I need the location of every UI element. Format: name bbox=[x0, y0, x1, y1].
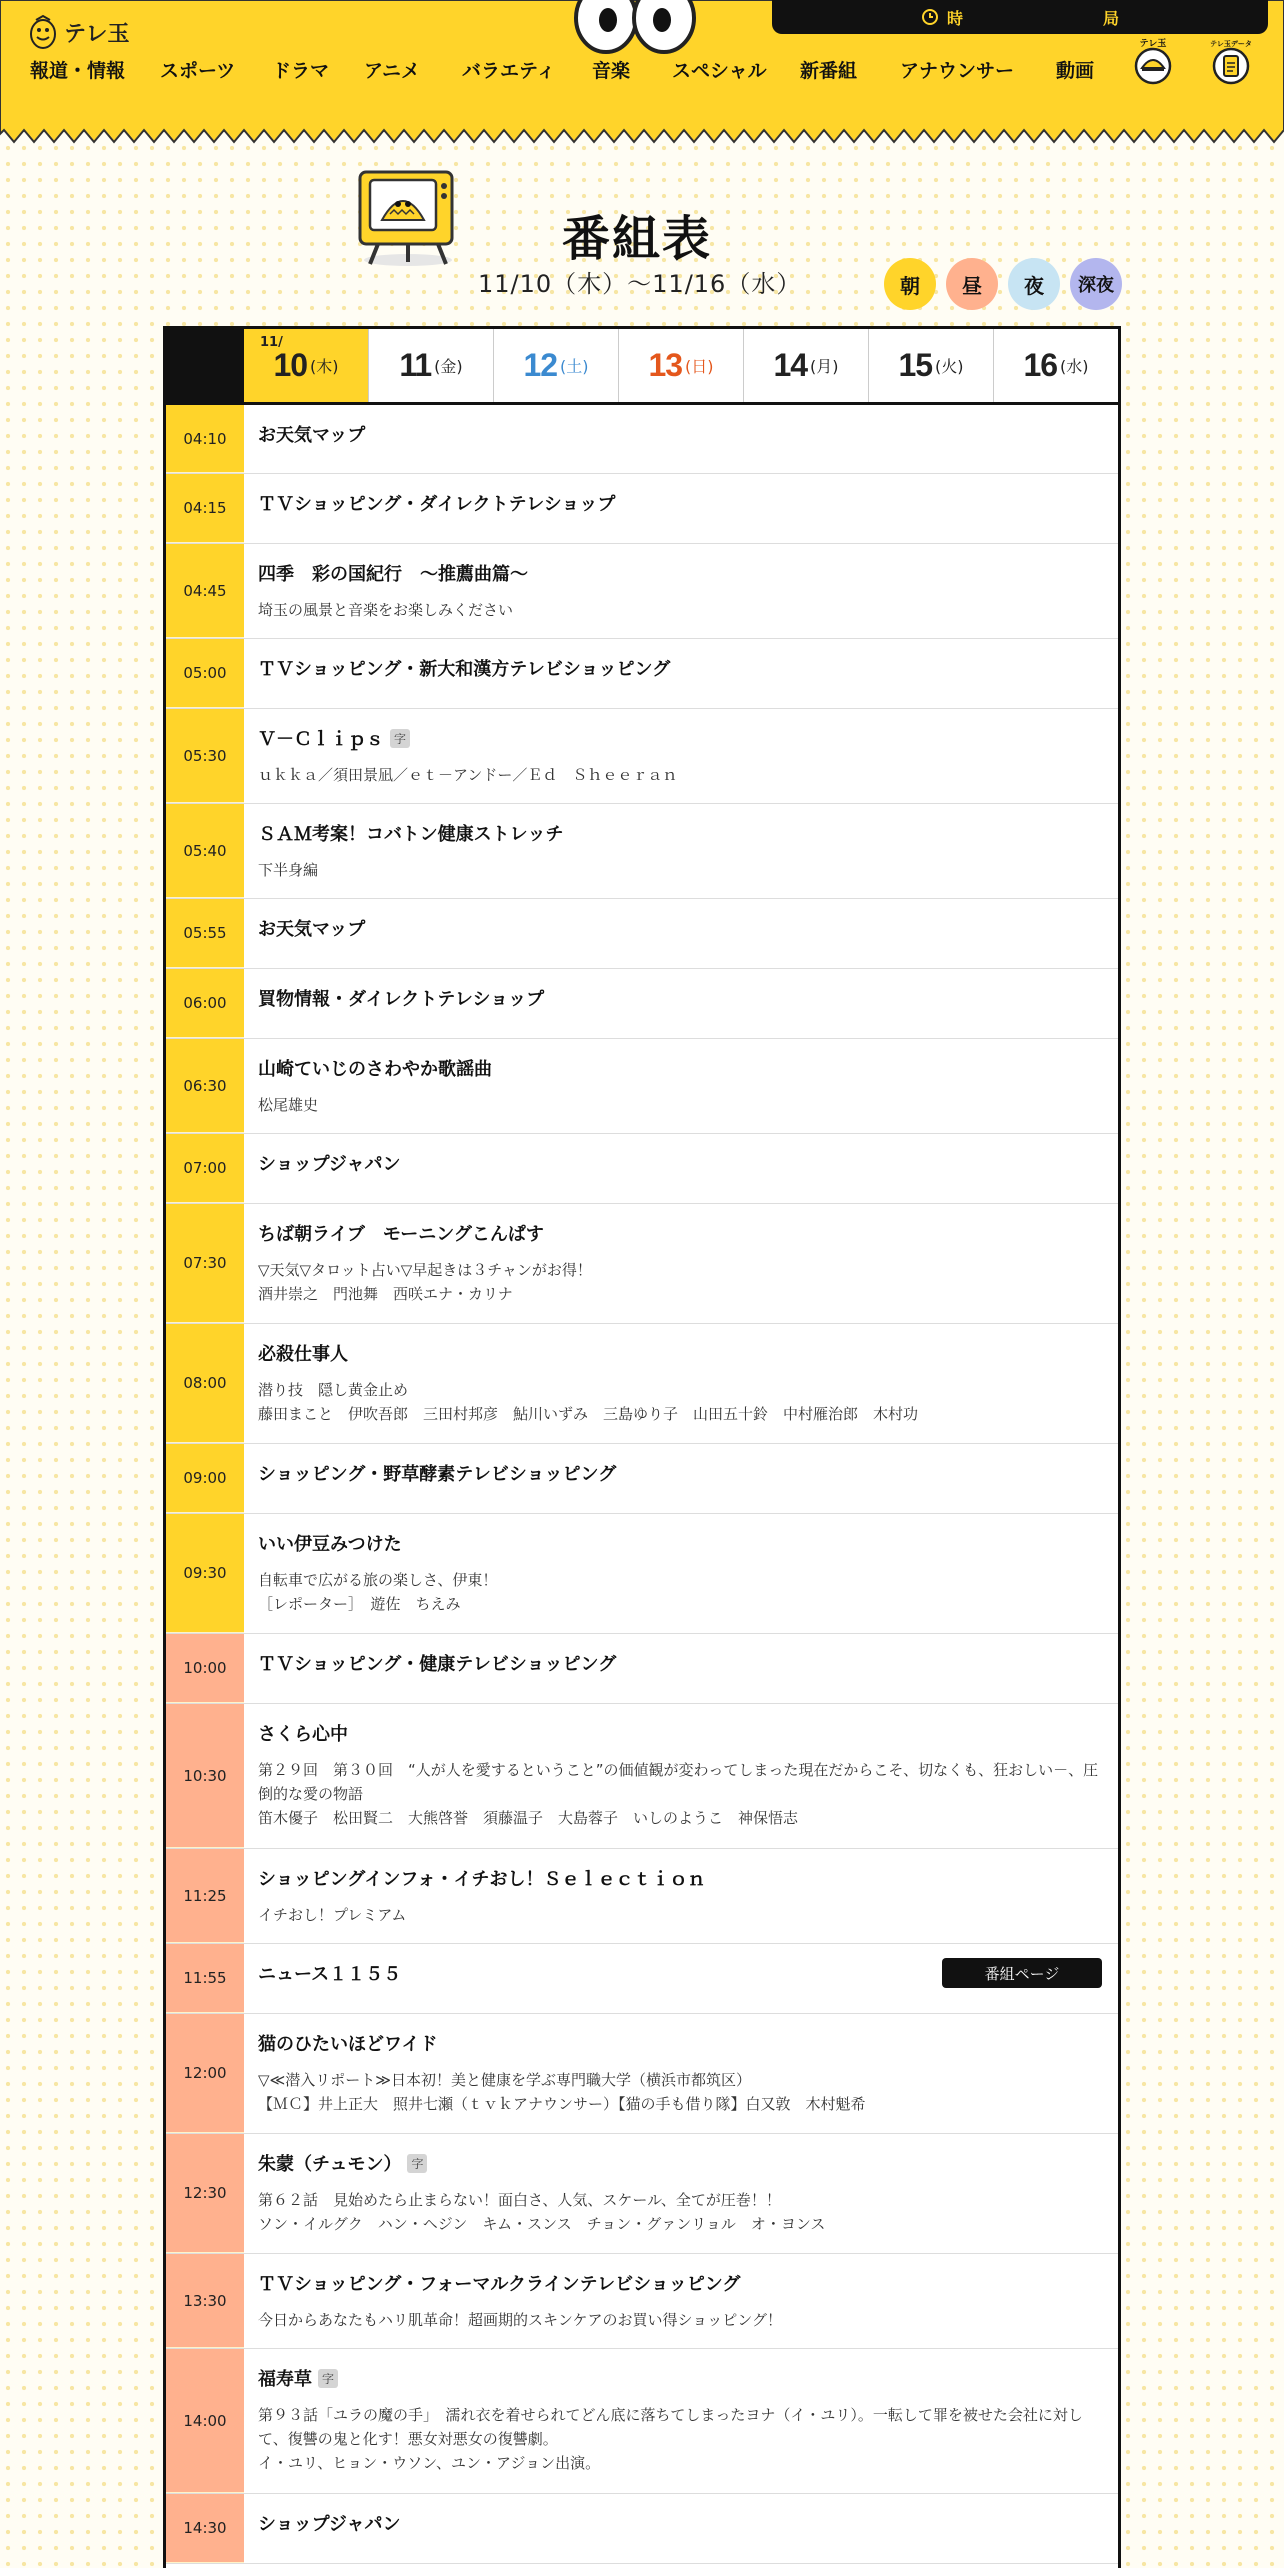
program-cell[interactable] bbox=[244, 2349, 1118, 2493]
day-tab-month: 11/ bbox=[260, 335, 283, 350]
program-description bbox=[258, 2188, 1102, 2236]
program-description-line: 潜り技 隠し黄金止め bbox=[258, 1381, 409, 1399]
program-description-line: ▽天気▽タロット占い▽早起きは３チャンがお得！ bbox=[258, 1261, 592, 1279]
program-title-text: 福寿草 bbox=[258, 2369, 312, 2390]
program-time: 13:30 bbox=[166, 2254, 244, 2348]
program-title-text: さくら心中 bbox=[258, 1724, 348, 1745]
program-title-text: ショップジャパン bbox=[258, 1154, 401, 1175]
program-row bbox=[166, 405, 1118, 474]
program-title-text: ＴＶショッピング・健康テレビショッピング bbox=[258, 1654, 617, 1675]
program-title bbox=[258, 725, 1102, 751]
program-title-text: お天気マップ bbox=[258, 425, 366, 446]
program-cell[interactable] bbox=[244, 804, 1118, 898]
program-title bbox=[258, 1650, 1102, 1676]
day-tab-number: 10 bbox=[273, 347, 308, 383]
program-time: 05:00 bbox=[166, 639, 244, 708]
tama-mascot-icon bbox=[28, 14, 58, 50]
day-tab-number: 13 bbox=[648, 347, 683, 383]
day-tab-13[interactable] bbox=[618, 329, 743, 402]
program-description-line: 第２９回 第３０回 “人が人を愛するということ”の価値観が変わってしまった現在だからこそ、切なくも、狂おしい－、圧倒的な愛の物語 bbox=[258, 1761, 1099, 1803]
tv-mascot-icon bbox=[356, 168, 460, 268]
program-description-line: 松尾雄史 bbox=[258, 1096, 319, 1114]
program-title-text: 山崎ていじのさわやか歌謡曲 bbox=[258, 1059, 492, 1080]
program-row bbox=[166, 899, 1118, 969]
program-time: 07:30 bbox=[166, 1204, 244, 1323]
program-cell[interactable] bbox=[244, 1204, 1118, 1323]
program-cell[interactable] bbox=[244, 2254, 1118, 2348]
program-time: 10:00 bbox=[166, 1634, 244, 1703]
program-row bbox=[166, 1514, 1118, 1634]
tele-tama-mascot-icon[interactable] bbox=[1130, 36, 1176, 88]
program-row bbox=[166, 1634, 1118, 1704]
day-tab-weekday: (金) bbox=[434, 357, 463, 376]
program-time: 12:00 bbox=[166, 2014, 244, 2133]
site-logo[interactable] bbox=[28, 14, 130, 50]
mascot-eyes-icon bbox=[568, 0, 698, 60]
program-row bbox=[166, 804, 1118, 899]
program-row bbox=[166, 1849, 1118, 1944]
program-title-text: ＴＶショッピング・フォーマルクラインテレビショッピング bbox=[258, 2274, 741, 2295]
program-description bbox=[258, 1903, 1102, 1927]
day-tab-number: 16 bbox=[1023, 347, 1058, 383]
program-cell[interactable] bbox=[244, 709, 1118, 803]
program-title-text: ＴＶショッピング・ダイレクトテレショップ bbox=[258, 494, 616, 515]
program-description-line: ▽≪潜入リポート≫日本初！美と健康を学ぶ専門職大学（横浜市都筑区） bbox=[258, 2071, 751, 2089]
clock-bar bbox=[772, 0, 1268, 34]
day-tab-weekday: (日) bbox=[685, 357, 714, 376]
program-title bbox=[258, 1340, 1102, 1366]
program-description-line: 藤田まこと 伊吹吾郎 三田村邦彦 鮎川いずみ 三島ゆり子 山田五十鈴 中村雁治郎 木村功 bbox=[258, 1405, 919, 1423]
program-cell[interactable] bbox=[244, 405, 1118, 473]
program-description-line: 笛木優子 松田賢二 大熊啓誉 須藤温子 大島蓉子 いしのようこ 神保悟志 bbox=[258, 1809, 799, 1827]
nav-item[interactable]: スポーツ bbox=[160, 61, 236, 82]
program-cell[interactable] bbox=[244, 1849, 1118, 1943]
program-description-line: 酒井崇之 門池舞 西咲エナ・カリナ bbox=[258, 1285, 513, 1303]
day-tab-number: 12 bbox=[523, 347, 558, 383]
program-title-text: ショッピングインフォ・イチおし！Ｓｅｌｅｃｔｉｏｎ bbox=[258, 1869, 706, 1890]
day-tab-14[interactable] bbox=[743, 329, 868, 402]
program-time: 07:00 bbox=[166, 1134, 244, 1203]
clock-icon bbox=[921, 8, 939, 26]
program-description-line: 第６２話 見始めたら止まらない！面白さ、人気、スケール、全てが圧巻！！ bbox=[258, 2191, 781, 2209]
program-title bbox=[258, 1055, 1102, 1081]
program-cell[interactable] bbox=[244, 1324, 1118, 1443]
program-cell[interactable] bbox=[244, 639, 1118, 708]
program-description bbox=[258, 2403, 1102, 2475]
program-description bbox=[258, 858, 1102, 882]
program-title bbox=[258, 2150, 1102, 2176]
program-time: 09:00 bbox=[166, 1444, 244, 1513]
nav-icon-left-label: テレ玉 bbox=[1139, 39, 1167, 49]
program-title bbox=[258, 1460, 1102, 1486]
program-description-line: イチおし！プレミアム bbox=[258, 1906, 407, 1924]
tod-button-0[interactable]: 朝 bbox=[884, 258, 936, 310]
program-time: 04:10 bbox=[166, 405, 244, 473]
program-list bbox=[166, 405, 1118, 2564]
program-title-text: Ｖ－Ｃｌｉｐｓ bbox=[258, 729, 384, 750]
program-title-text: 猫のひたいほどワイド bbox=[258, 2034, 438, 2055]
program-title-text: ショッピング・野草酵素テレビショッピング bbox=[258, 1464, 617, 1485]
program-row bbox=[166, 2349, 1118, 2494]
subtitle-badge: 字 bbox=[318, 2369, 338, 2388]
program-row bbox=[166, 1944, 1118, 2014]
day-tabs-corner bbox=[166, 329, 244, 402]
program-description bbox=[258, 2308, 1102, 2332]
program-title bbox=[258, 2365, 1102, 2391]
tele-tama-data-icon[interactable] bbox=[1208, 36, 1254, 88]
program-row bbox=[166, 1704, 1118, 1849]
program-cell[interactable] bbox=[244, 899, 1118, 968]
nav-item[interactable]: ドラマ bbox=[272, 61, 330, 82]
program-description bbox=[258, 1758, 1102, 1830]
day-tab-weekday: (土) bbox=[560, 357, 589, 376]
program-time: 06:00 bbox=[166, 969, 244, 1038]
program-time: 11:25 bbox=[166, 1849, 244, 1943]
program-row bbox=[166, 544, 1118, 639]
program-cell[interactable] bbox=[244, 1514, 1118, 1633]
program-row bbox=[166, 2494, 1118, 2564]
program-description bbox=[258, 763, 1102, 787]
program-cell[interactable] bbox=[244, 2014, 1118, 2133]
program-description-line: ［レポーター］ 遊佐 ちえみ bbox=[258, 1595, 461, 1613]
nav-item[interactable]: バラエティ bbox=[462, 61, 556, 82]
nav-item[interactable]: 音楽 bbox=[592, 61, 631, 82]
program-description bbox=[258, 1093, 1102, 1117]
tod-button-2[interactable]: 夜 bbox=[1008, 258, 1060, 310]
program-row bbox=[166, 2254, 1118, 2349]
program-time: 11:55 bbox=[166, 1944, 244, 2013]
program-cell[interactable] bbox=[244, 544, 1118, 638]
program-time: 04:15 bbox=[166, 474, 244, 543]
day-tab-10[interactable] bbox=[244, 329, 368, 402]
clock-time: 時 bbox=[946, 8, 963, 28]
day-tab-15[interactable] bbox=[868, 329, 993, 402]
program-description-line: 下半身編 bbox=[258, 861, 319, 879]
tod-button-1[interactable]: 昼 bbox=[946, 258, 998, 310]
program-description-line: 自転車で広がる旅の楽しさ、伊東！ bbox=[258, 1571, 498, 1589]
program-cell[interactable] bbox=[244, 1444, 1118, 1513]
program-title bbox=[258, 1720, 1102, 1746]
program-time: 10:30 bbox=[166, 1704, 244, 1848]
program-title bbox=[258, 1220, 1102, 1246]
program-cell[interactable] bbox=[244, 2494, 1118, 2563]
day-tabs bbox=[166, 329, 1118, 405]
program-title-text: ちば朝ライブ モーニングこんぱす bbox=[258, 1224, 544, 1245]
nav-icon-right-label: テレ玉データ bbox=[1210, 40, 1252, 48]
program-row bbox=[166, 1134, 1118, 1204]
nav-item[interactable]: 報道・情報 bbox=[30, 61, 126, 82]
program-title bbox=[258, 820, 1102, 846]
program-title bbox=[258, 2510, 1102, 2536]
day-tab-weekday: (火) bbox=[935, 357, 964, 376]
program-schedule bbox=[163, 326, 1121, 2568]
program-title-text: いい伊豆みつけた bbox=[258, 1534, 402, 1555]
program-description bbox=[258, 1568, 1102, 1616]
program-title-text: 四季 彩の国紀行 ～推薦曲篇～ bbox=[258, 564, 528, 585]
program-row bbox=[166, 1204, 1118, 1324]
program-title bbox=[258, 1530, 1102, 1556]
program-title bbox=[258, 2270, 1102, 2296]
page-title: 番組表 bbox=[562, 211, 713, 267]
program-time: 06:30 bbox=[166, 1039, 244, 1133]
program-description bbox=[258, 1258, 1102, 1306]
program-title bbox=[258, 915, 1102, 941]
program-time: 04:45 bbox=[166, 544, 244, 638]
program-row bbox=[166, 639, 1118, 709]
day-tab-number: 11 bbox=[399, 347, 432, 383]
program-description-line: 今日からあなたもハリ肌革命！超画期的スキンケアのお買い得ショッピング！ bbox=[258, 2311, 782, 2329]
day-tab-weekday: (木) bbox=[310, 357, 339, 376]
day-tab-11[interactable] bbox=[368, 329, 493, 402]
clock-station: 局 bbox=[1103, 8, 1120, 28]
program-cell[interactable] bbox=[244, 1704, 1118, 1848]
program-description bbox=[258, 1378, 1102, 1426]
program-row bbox=[166, 969, 1118, 1039]
program-row bbox=[166, 474, 1118, 544]
program-page-button[interactable]: 番組ページ bbox=[942, 1958, 1102, 1988]
program-time: 05:55 bbox=[166, 899, 244, 968]
day-tab-number: 14 bbox=[773, 347, 808, 383]
program-time: 14:30 bbox=[166, 2494, 244, 2563]
program-title-text: お天気マップ bbox=[258, 919, 366, 940]
program-title bbox=[258, 560, 1102, 586]
program-title-text: ショップジャパン bbox=[258, 2514, 401, 2535]
program-cell[interactable] bbox=[244, 1634, 1118, 1703]
program-time: 09:30 bbox=[166, 1514, 244, 1633]
site-header bbox=[0, 0, 1284, 145]
program-cell[interactable] bbox=[244, 1944, 1118, 2013]
day-tab-weekday: (月) bbox=[810, 357, 839, 376]
tod-button-3[interactable]: 深夜 bbox=[1070, 258, 1122, 310]
program-title bbox=[258, 985, 1102, 1011]
program-row bbox=[166, 1444, 1118, 1514]
program-title-text: 必殺仕事人 bbox=[258, 1344, 348, 1365]
day-tab-number: 15 bbox=[898, 347, 933, 383]
subtitle-badge: 字 bbox=[407, 2154, 427, 2173]
program-description-line: イ・ユリ、ヒョン・ウソン、ユン・アジョン出演。 bbox=[258, 2454, 601, 2472]
program-time: 08:00 bbox=[166, 1324, 244, 1443]
program-description-line: 埼玉の風景と音楽をお楽しみください bbox=[258, 601, 514, 619]
program-title-text: ＴＶショッピング・新大和漢方テレビショッピング bbox=[258, 659, 671, 680]
program-description-line: ｕｋｋａ／須田景凪／ｅｔ－アンドー／Ｅｄ Ｓｈｅｅｒａｎ bbox=[258, 766, 678, 784]
program-time: 05:40 bbox=[166, 804, 244, 898]
program-row bbox=[166, 709, 1118, 804]
program-cell[interactable] bbox=[244, 969, 1118, 1038]
program-time: 14:00 bbox=[166, 2349, 244, 2493]
program-row bbox=[166, 2014, 1118, 2134]
date-range: 11/10（木）〜11/16（水） bbox=[478, 270, 802, 298]
program-description-line: 【ＭＣ】井上正大 照井七瀬（ｔｖｋアナウンサー）【猫の手も借り隊】白又敦 木村魁希 bbox=[258, 2095, 866, 2113]
nav-item[interactable]: アニメ bbox=[364, 61, 421, 82]
nav-item[interactable]: 動画 bbox=[1056, 61, 1095, 82]
program-title-text: 朱蒙（チュモン） bbox=[258, 2154, 402, 2175]
nav-item[interactable]: 新番組 bbox=[800, 61, 858, 82]
nav-item[interactable]: アナウンサー bbox=[900, 61, 1015, 82]
program-row bbox=[166, 1039, 1118, 1134]
logo-text: テレ玉 bbox=[64, 21, 130, 47]
program-title bbox=[258, 2030, 1102, 2056]
program-cell[interactable] bbox=[244, 1134, 1118, 1203]
program-row bbox=[166, 1324, 1118, 1444]
program-time: 12:30 bbox=[166, 2134, 244, 2253]
program-title-text: 買物情報・ダイレクトテレショップ bbox=[258, 989, 545, 1010]
program-title-text: ＳＡＭ考案！コバトン健康ストレッチ bbox=[258, 824, 564, 845]
program-title bbox=[258, 1865, 1102, 1891]
program-description bbox=[258, 598, 1102, 622]
program-description-line: ソン・イルグク ハン・ヘジン キム・スンス チョン・グァンリョル オ・ヨンス bbox=[258, 2215, 826, 2233]
program-title-text: ニュース１１５５ bbox=[258, 1964, 402, 1985]
program-cell[interactable] bbox=[244, 474, 1118, 543]
program-cell[interactable] bbox=[244, 2134, 1118, 2253]
program-title bbox=[258, 490, 1102, 516]
program-title bbox=[258, 421, 1102, 447]
nav-item[interactable]: スペシャル bbox=[672, 61, 767, 82]
program-title bbox=[258, 1150, 1102, 1176]
program-cell[interactable] bbox=[244, 1039, 1118, 1133]
program-time: 05:30 bbox=[166, 709, 244, 803]
program-row bbox=[166, 2134, 1118, 2254]
day-tab-16[interactable] bbox=[993, 329, 1118, 402]
program-description-line: 第９３話「ユラの魔の手」 濡れ衣を着せられてどん底に落ちてしまったヨナ（イ・ユリ）。一転して罪を被せた会社に対して、復讐の鬼と化す！悪女対悪女の復讐劇。 bbox=[258, 2406, 1083, 2448]
day-tab-weekday: (水) bbox=[1060, 357, 1089, 376]
program-title bbox=[258, 655, 1102, 681]
program-description bbox=[258, 2068, 1102, 2116]
subtitle-badge: 字 bbox=[390, 729, 410, 748]
day-tab-12[interactable] bbox=[493, 329, 618, 402]
